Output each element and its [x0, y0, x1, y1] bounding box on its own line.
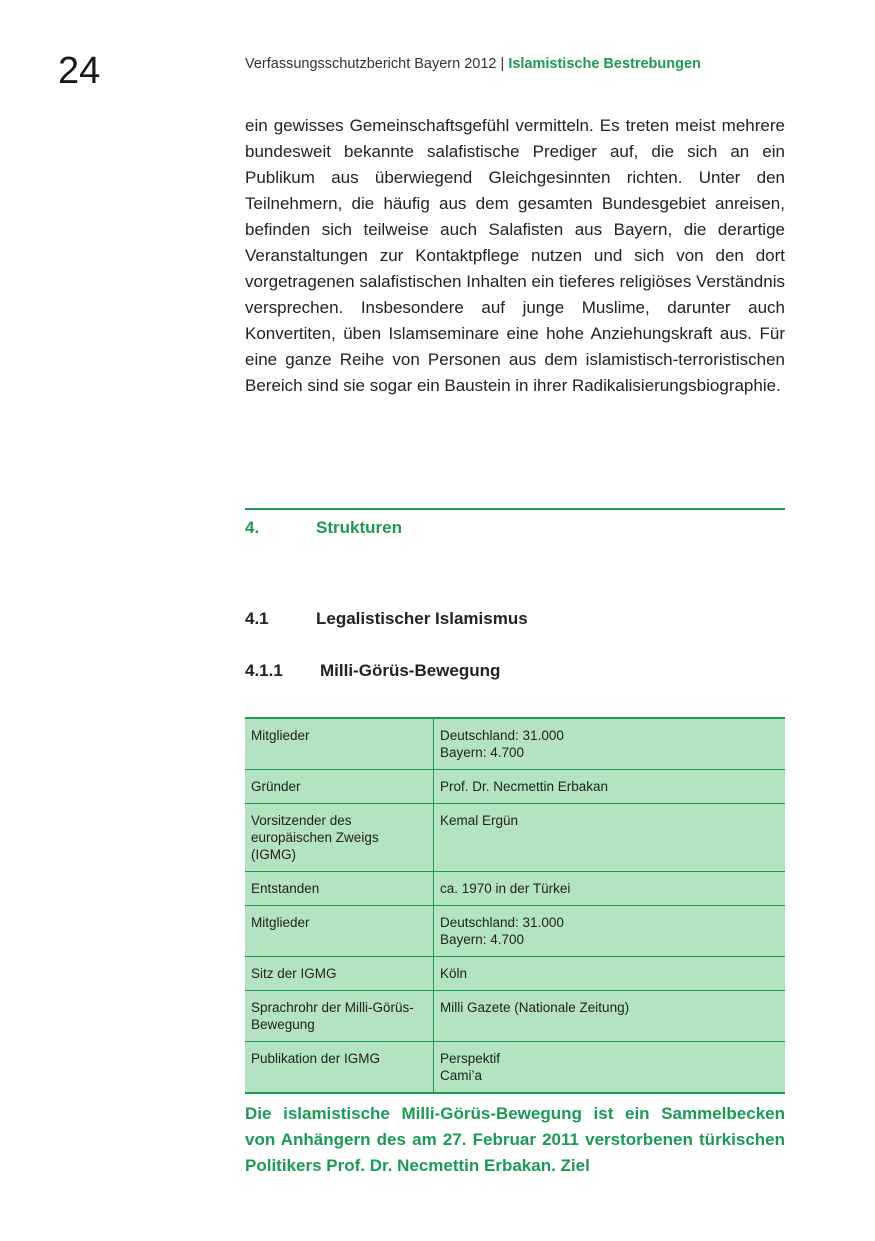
table-value-cell: Kemal Ergün: [434, 804, 786, 872]
page-number: 24: [58, 50, 101, 92]
table-value-cell: Deutschland: 31.000 Bayern: 4.700: [434, 906, 786, 957]
subsubsection-number: 4.1.1: [245, 661, 283, 680]
table-label-cell: Mitglieder: [245, 906, 434, 957]
section-title: Strukturen: [316, 518, 402, 537]
table-value-cell: Köln: [434, 957, 786, 991]
table-label-cell: Gründer: [245, 770, 434, 804]
running-head-separator: |: [496, 56, 509, 72]
table-row: [245, 872, 785, 906]
subsection-title: Legalistischer Islamismus: [316, 609, 528, 628]
section-heading: [245, 518, 402, 538]
subsubsection-heading: [245, 661, 500, 681]
table-label-cell: Publikation der IGMG: [245, 1042, 434, 1094]
table-label-cell: Entstanden: [245, 872, 434, 906]
table-row: [245, 1042, 785, 1094]
table-label-cell: Vorsitzender des europäischen Zweigs (IGMG): [245, 804, 434, 872]
chapter-title: Islamistische Bestrebungen: [508, 56, 701, 72]
subsection-number: 4.1: [245, 609, 269, 628]
table-label-cell: Mitglieder: [245, 718, 434, 770]
table-label-cell: Sprachrohr der Milli-Görüs-Bewegung: [245, 991, 434, 1042]
report-title: Verfassungsschutzbericht Bayern 2012: [245, 56, 497, 72]
table-row: [245, 991, 785, 1042]
table-value-cell: ca. 1970 in der Türkei: [434, 872, 786, 906]
table-row: [245, 906, 785, 957]
section-divider: [245, 508, 785, 510]
info-table: [245, 717, 785, 1094]
table-row: [245, 718, 785, 770]
highlight-paragraph: Die islamistische Milli-Görüs-Bewegung ist ein Sammelbecken von Anhängern des am 27. Februar 2011 verstorbenen türkischen Politikers Prof. Dr. Necmettin Erbakan. Ziel: [245, 1104, 785, 1175]
subsubsection-title: Milli-Görüs-Bewegung: [320, 661, 501, 680]
table-value-cell: Milli Gazete (Nationale Zeitung): [434, 991, 786, 1042]
section-number: 4.: [245, 518, 260, 537]
running-head: [245, 56, 701, 72]
table-row: [245, 957, 785, 991]
subsection-heading: [245, 609, 528, 629]
table-value-cell: Prof. Dr. Necmettin Erbakan: [434, 770, 786, 804]
table-label-cell: Sitz der IGMG: [245, 957, 434, 991]
table-value-cell: Perspektif Cami’a: [434, 1042, 786, 1094]
body-paragraph: ein gewisses Gemeinschaftsgefühl vermitteln. Es treten meist mehrere bundesweit bekannte salafistische Prediger auf, die sich an ein Publikum aus überwiegend Gleichgesinnten richten. Unter den Teilnehmern, die häufig aus dem gesamten Bundesgebiet anreisen, befinden sich teilweise auch Salafisten aus Bayern, die derartige Veranstaltungen zur Kontaktpflege nutzen und sich von den dort vorgetragenen salafistischen Inhalten ein tieferes religiöses Verständnis versprechen. Insbesondere auf junge Muslime, darunter auch Konvertiten, üben Islamseminare eine hohe Anziehungskraft aus. Für eine ganze Reihe von Personen aus dem islamistisch-terroristischen Bereich sind sie sogar ein Baustein in ihrer Radikalisierungsbiographie.: [245, 116, 785, 395]
table-row: [245, 770, 785, 804]
info-table-body: [245, 718, 785, 1093]
table-value-cell: Deutschland: 31.000 Bayern: 4.700: [440, 728, 564, 760]
table-row: [245, 804, 785, 872]
